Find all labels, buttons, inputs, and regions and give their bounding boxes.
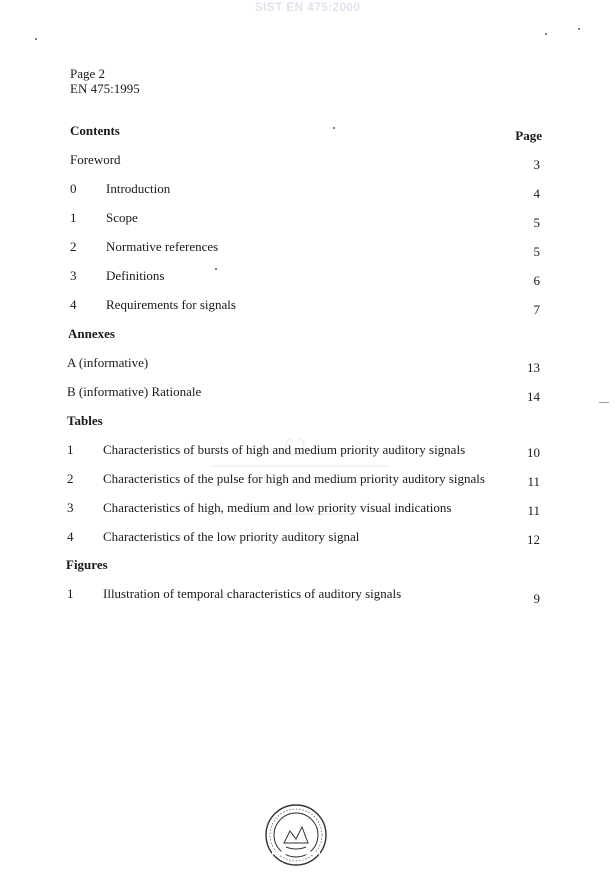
figures-heading: Figures [66, 557, 108, 572]
toc-entry-table[interactable] [0, 529, 615, 547]
toc-entry-page: 6 [533, 273, 540, 288]
toc-entry-title: Illustration of temporal characteristics of auditory signals [103, 586, 402, 601]
scan-speck [35, 38, 37, 40]
official-stamp-icon [264, 803, 328, 867]
toc-entry-number: 3 [67, 500, 74, 515]
toc-entry-page: 13 [527, 360, 540, 375]
toc-entry-page: 3 [533, 157, 540, 172]
toc-entry-number: 4 [67, 529, 74, 544]
toc-entry-title: B (informative) Rationale [67, 384, 202, 399]
page-number-label: Page 2 [70, 66, 106, 81]
toc-entry-clause[interactable] [0, 181, 615, 199]
toc-entry-number: 1 [67, 442, 74, 457]
page-header [70, 66, 140, 96]
toc-entry-title: Normative references [106, 239, 219, 254]
scan-speck [545, 33, 547, 35]
toc-entry-page: 11 [527, 503, 540, 518]
tables-heading: Tables [67, 413, 103, 428]
toc-entry-clause[interactable] [0, 210, 615, 228]
toc-entry-number: 4 [70, 297, 77, 312]
standard-number: EN 475:1995 [70, 81, 140, 96]
watermark: SIST EN 475:2000 [254, 0, 361, 14]
toc-entry-number: 3 [70, 268, 77, 283]
toc-entry-clause[interactable] [0, 239, 615, 257]
toc-entry-page: 10 [527, 445, 540, 460]
bleed-through-marks [195, 438, 405, 523]
contents-heading: Contents [70, 123, 120, 138]
toc-entry-clause[interactable] [0, 268, 615, 286]
toc-entry-foreword[interactable] [0, 152, 615, 170]
scan-speck [599, 402, 609, 403]
scan-speck [215, 268, 217, 270]
toc-entry-page: 5 [533, 244, 540, 259]
scan-speck [333, 127, 335, 129]
toc-entry-page: 14 [527, 389, 540, 404]
toc-entry-page: 4 [533, 186, 540, 201]
toc-entry-page: 11 [527, 474, 540, 489]
toc-entry-title: Introduction [106, 181, 171, 196]
toc-entry-annex[interactable] [0, 384, 615, 402]
toc-entry-number: 2 [70, 239, 77, 254]
toc-entry-title: Characteristics of the pulse for high and medium priority auditory signals [103, 471, 485, 486]
toc-entry-title: Requirements for signals [106, 297, 236, 312]
toc-entry-number: 2 [67, 471, 74, 486]
scan-speck [578, 28, 580, 30]
annexes-heading: Annexes [68, 326, 115, 341]
toc-entry-page: 12 [527, 532, 540, 547]
toc-entry-page: 5 [533, 215, 540, 230]
toc-entry-page: 9 [533, 591, 540, 606]
toc-entry-number: 0 [70, 181, 77, 196]
toc-entry-annex[interactable] [0, 355, 615, 373]
toc-entry-clause[interactable] [0, 297, 615, 315]
toc-entry-title: Definitions [106, 268, 165, 283]
toc-entry-title: A (informative) [67, 355, 149, 370]
toc-entry-title: Characteristics of the low priority auditory signal [103, 529, 360, 544]
toc-entry-title: Foreword [70, 152, 121, 167]
toc-entry-title: Characteristics of bursts of high and medium priority auditory signals [103, 442, 466, 457]
toc-entry-title: Scope [106, 210, 138, 225]
toc-entry-page: 7 [533, 302, 540, 317]
toc-entry-number: 1 [67, 586, 74, 601]
page-column-heading: Page [515, 128, 542, 143]
toc-entry-title: Characteristics of high, medium and low priority visual indications [103, 500, 452, 515]
toc-entry-number: 1 [70, 210, 77, 225]
toc-entry-figure[interactable] [0, 586, 615, 604]
